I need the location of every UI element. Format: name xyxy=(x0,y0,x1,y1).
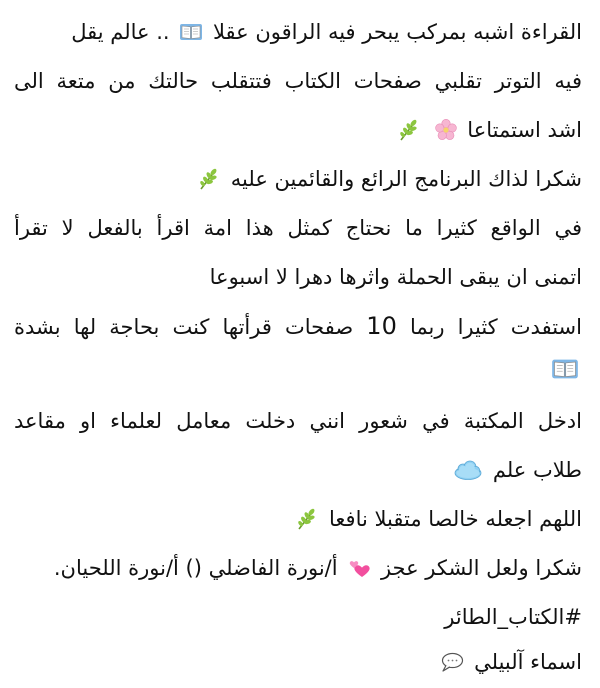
line-12-part-b: أ/نورة الفاضلي () أ/نورة اللحيان. xyxy=(53,556,338,580)
line-12-part-a: شكرا ولعل الشكر عجز xyxy=(380,556,582,580)
text-line-3 xyxy=(14,110,582,150)
text-line-5: في الواقع كثيرا ما نحتاج كمثل هذا امة اقرأ بالفعل لا تقرأ xyxy=(14,216,582,240)
line-7-number: 10 xyxy=(366,312,397,340)
text-line-11 xyxy=(14,499,582,539)
text-line-6: اتمنى ان يبقى الحملة واثرها دهرا لا اسبوعا xyxy=(209,265,582,289)
herb-icon xyxy=(295,507,319,531)
text-line-14 xyxy=(14,642,582,682)
text-line-10 xyxy=(14,450,582,490)
line-1-part-b: .. عالم يقل xyxy=(71,20,170,44)
text-line-2: فيه التوتر تقلبي صفحات الكتاب فتتقلب حالتك من متعة الى xyxy=(14,69,582,93)
line-7-part-a: استفدت كثيرا ربما xyxy=(409,315,582,339)
two-hearts-icon xyxy=(347,556,371,580)
text-line-7 xyxy=(14,306,582,346)
text-line-1 xyxy=(14,12,582,52)
line-10-text: طلاب علم xyxy=(492,458,582,482)
speech-balloon-icon xyxy=(440,650,464,674)
line-1-part-a: القراءة اشبه بمركب يبحر فيه الراقون عقلا xyxy=(212,20,582,44)
text-line-13: #الكتاب_الطائر xyxy=(444,605,582,629)
text-line-9: ادخل المكتبة في شعور انني دخلت معامل لعلماء او مقاعد xyxy=(14,409,582,433)
line-3-text: اشد استمتاعا xyxy=(467,118,582,142)
open-book-icon xyxy=(551,355,579,383)
line-11-text: اللهم اجعله خالصا متقبلا نافعا xyxy=(329,507,582,531)
line-7-part-b: صفحات قرأتها كنت بحاجة لها بشدة xyxy=(14,315,354,339)
herb-icon xyxy=(397,118,421,142)
text-line-8 xyxy=(14,351,582,391)
cloud-icon xyxy=(453,458,483,482)
herb-icon xyxy=(197,167,221,191)
text-line-4 xyxy=(14,159,582,199)
text-line-12 xyxy=(14,548,582,588)
cherry-blossom-icon xyxy=(434,118,458,142)
line-14-text: اسماء آلبيلي xyxy=(474,650,582,674)
open-book-icon xyxy=(179,20,203,44)
line-4-text: شكرا لذاك البرنامج الرائع والقائمين عليه xyxy=(230,167,582,191)
